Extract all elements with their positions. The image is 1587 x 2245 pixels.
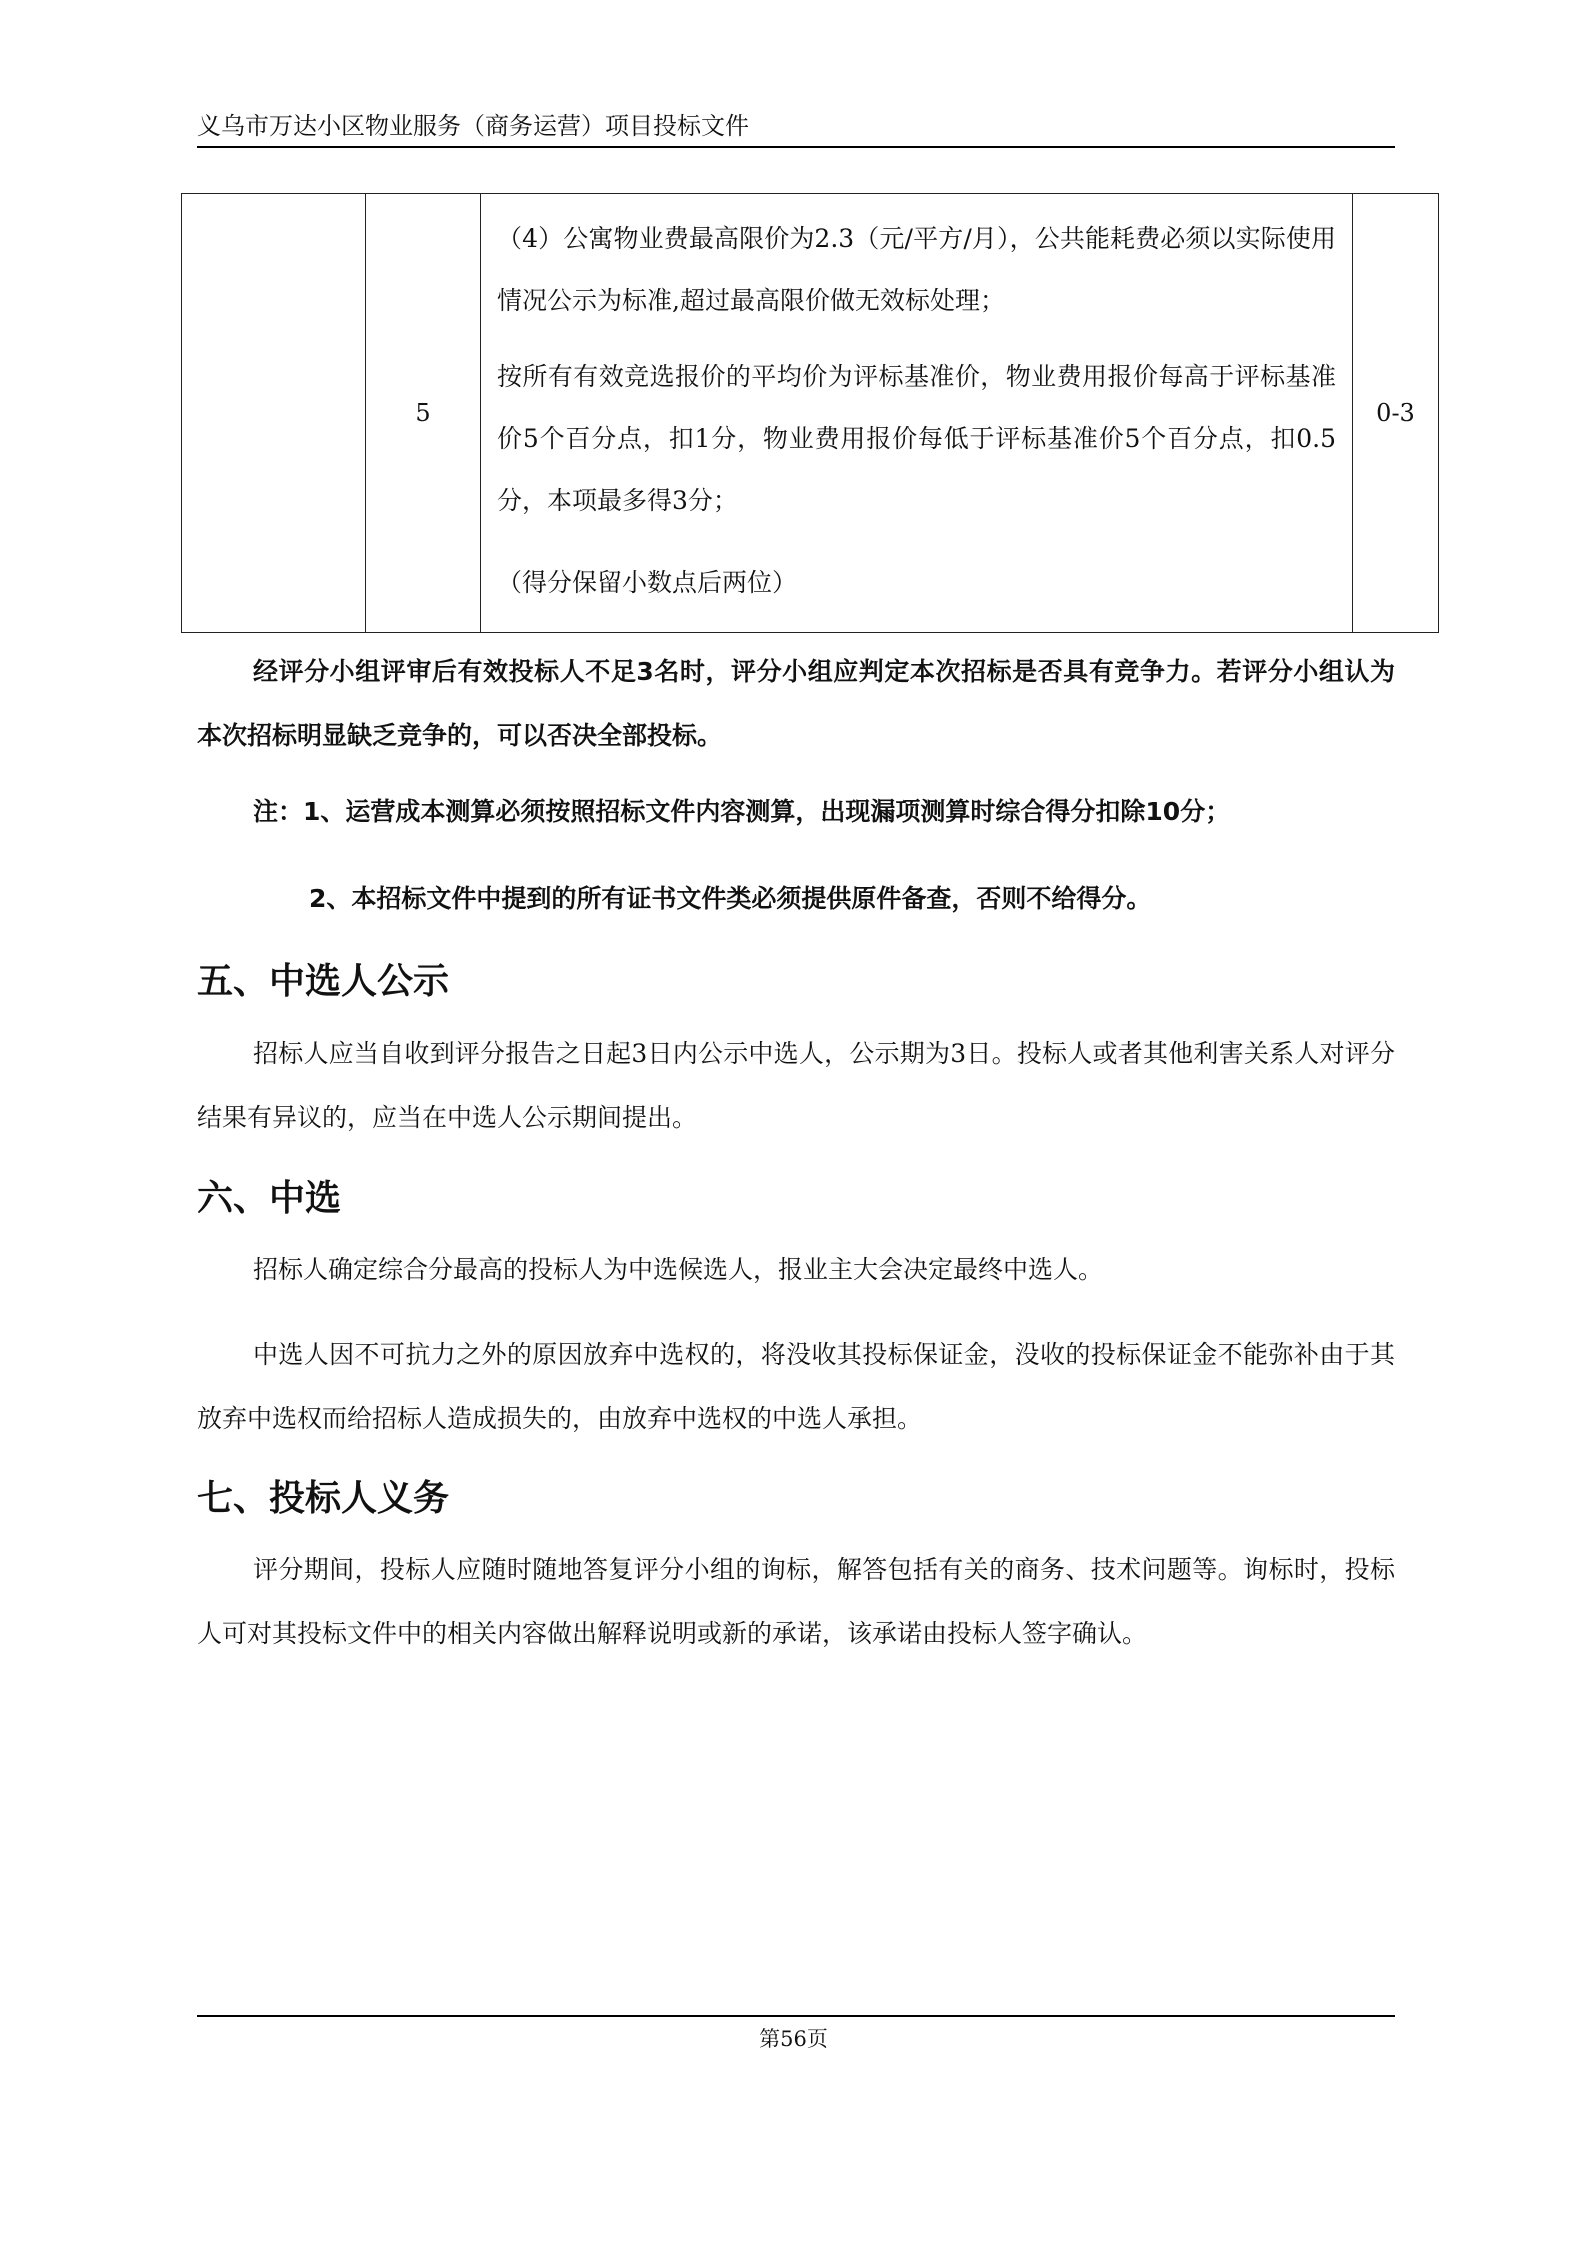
score-range-cell: [1353, 194, 1439, 633]
score-range: 0-3: [1376, 399, 1415, 427]
section-paragraph: 招标人应当自收到评分报告之日起3日内公示中选人，公示期为3日。投标人或者其他利害关系人对评分结果有异议的，应当在中选人公示期间提出。: [197, 1039, 1395, 1132]
table-row: [182, 194, 1439, 633]
criteria-text: （得分保留小数点后两位）: [497, 568, 798, 597]
document-title: 义乌市万达小区物业服务（商务运营）项目投标文件: [197, 112, 749, 140]
item-number: 5: [415, 399, 431, 427]
section-title: 六、中选: [197, 1178, 342, 1219]
page-header: [197, 112, 1395, 148]
note-item-1: 注：1、运营成本测算必须按照招标文件内容测算，出现漏项测算时综合得分扣除10分；: [253, 797, 1231, 826]
criteria-text: （4）公寓物业费最高限价为2.3（元/平方/月），公共能耗费必须以实际使用情况公示为标准,超过最高限价做无效标处理；: [497, 224, 1336, 315]
page-number: 第56页: [759, 2027, 828, 2051]
section-title: 五、中选人公示: [197, 961, 450, 1002]
scoring-table: [181, 193, 1439, 633]
category-cell: [182, 194, 366, 633]
criteria-cell: [481, 194, 1353, 633]
criteria-text: 按所有有效竞选报价的平均价为评标基准价，物业费用报价每高于评标基准价5个百分点，扣1分，物业费用报价每低于评标基准价5个百分点，扣0.5分，本项最多得3分；: [497, 362, 1336, 515]
footer-rule: [197, 2015, 1395, 2017]
section-paragraph: 评分期间，投标人应随时随地答复评分小组的询标，解答包括有关的商务、技术问题等。询标时，投标人可对其投标文件中的相关内容做出解释说明或新的承诺，该承诺由投标人签字确认。: [197, 1555, 1395, 1648]
note-item-2: 2、本招标文件中提到的所有证书文件类必须提供原件备查，否则不给得分。: [309, 884, 1152, 913]
item-number-cell: [366, 194, 481, 633]
section-paragraph: 招标人确定综合分最高的投标人为中选候选人，报业主大会决定最终中选人。: [253, 1255, 1104, 1284]
competition-note: 经评分小组评审后有效投标人不足3名时，评分小组应判定本次招标是否具有竞争力。若评分小组认为本次招标明显缺乏竞争的，可以否决全部投标。: [197, 657, 1395, 750]
section-paragraph: 中选人因不可抗力之外的原因放弃中选权的，将没收其投标保证金，没收的投标保证金不能弥补由于其放弃中选权而给招标人造成损失的，由放弃中选权的中选人承担。: [197, 1340, 1395, 1433]
section-title: 七、投标人义务: [197, 1478, 450, 1519]
